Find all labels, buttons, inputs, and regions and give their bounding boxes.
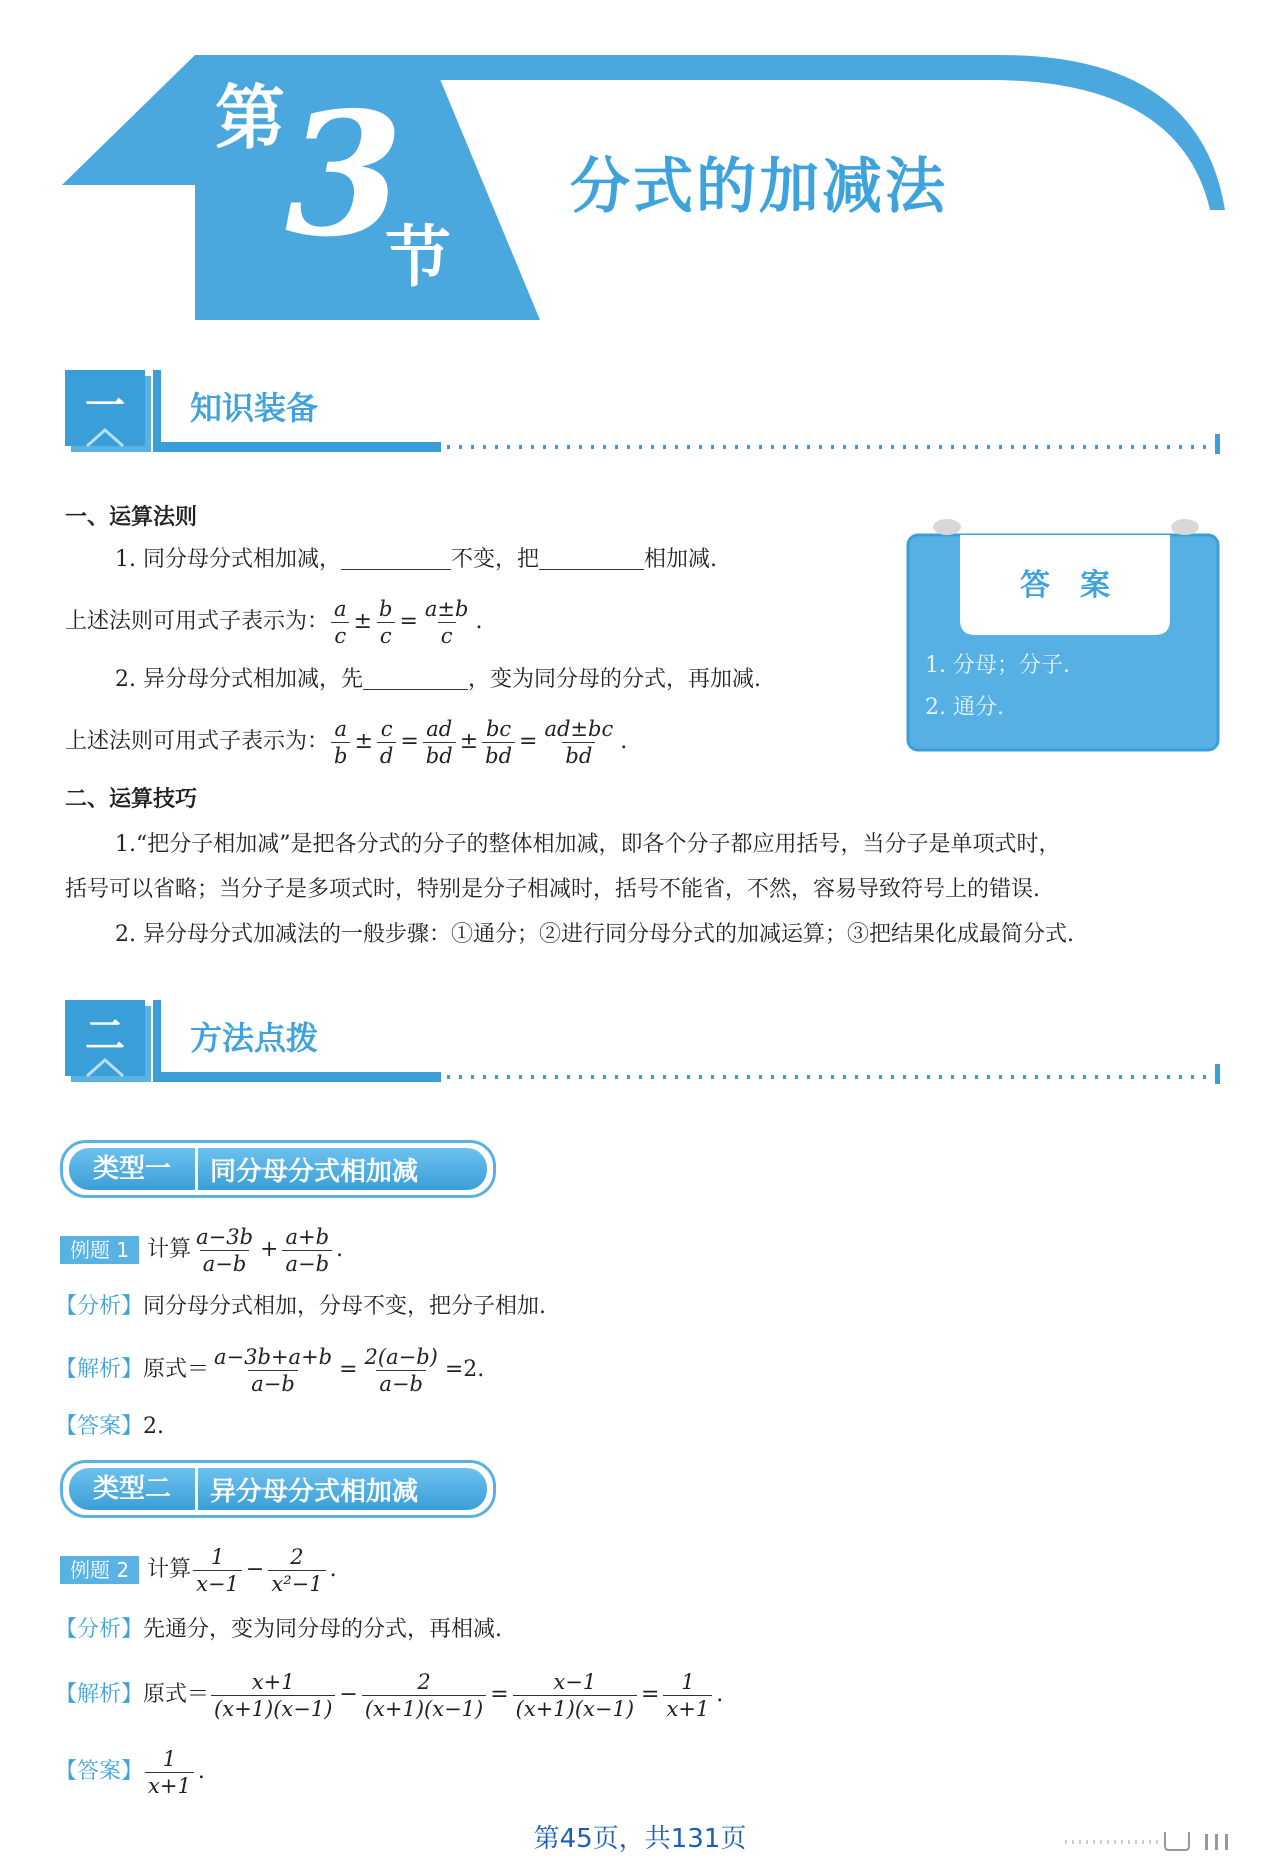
example-2-analysis: [55, 1615, 502, 1645]
fraction: [362, 1669, 486, 1722]
numerator: x−1: [553, 1669, 597, 1694]
section-header-knowledge: [65, 370, 1225, 455]
type-banner-inner: [69, 1148, 487, 1190]
denominator: x+1: [145, 1772, 194, 1799]
fraction: [377, 716, 396, 769]
fraction: [193, 1224, 256, 1277]
rule-2: [115, 665, 761, 695]
numerator: ad: [426, 716, 453, 741]
blank-2: [539, 547, 644, 570]
blank-3: [363, 667, 468, 690]
period: .: [716, 1682, 724, 1707]
numerator: b: [378, 596, 393, 621]
denominator: a−b: [200, 1250, 250, 1277]
scroll-decoration: [1065, 1830, 1235, 1852]
denominator: bd: [482, 742, 515, 769]
fraction: [145, 1746, 194, 1799]
denominator: a−b: [282, 1250, 332, 1277]
rule-1: [115, 545, 717, 575]
type-label: 类型一: [69, 1148, 198, 1190]
tip-1-line-1: 1.“把分子相加减”是把各分式的分子的整体相加减，即各个分子都应用括号，当分子是单项式时，: [115, 832, 1061, 857]
denominator: c: [377, 622, 395, 649]
numerator: a: [334, 596, 347, 621]
numerator: a−3b+a+b: [214, 1344, 333, 1369]
numerator: 2: [417, 1669, 431, 1694]
operator: ±: [459, 729, 479, 754]
numerator: 2(a−b): [364, 1344, 438, 1369]
answer-tag: 【答案】: [55, 1414, 144, 1439]
formula-2-line: [65, 712, 629, 772]
fraction: [423, 716, 456, 769]
period: .: [336, 1237, 344, 1262]
numerator: a±b: [424, 596, 469, 621]
section-title: 知识装备: [190, 389, 319, 427]
fraction: [211, 1344, 335, 1397]
denominator: c: [331, 622, 349, 649]
formula-1-prefix: 上述法则可用式子表示为：: [65, 609, 330, 634]
denominator: c: [438, 622, 456, 649]
rule-1-text-a: 1. 同分母分式相加减，: [115, 547, 341, 572]
answer-tag: 【答案】: [55, 1759, 144, 1784]
solution-tag: 【解析】: [55, 1682, 144, 1707]
denominator: b: [331, 742, 350, 769]
denominator: x²−1: [268, 1570, 325, 1597]
numerator: a: [334, 716, 347, 741]
fraction: [282, 1224, 332, 1277]
numerator: 1: [681, 1669, 695, 1694]
subheading-tips: 二、运算技巧: [65, 787, 198, 812]
numerator: c: [380, 716, 393, 741]
period: .: [329, 1557, 337, 1582]
fraction: [482, 716, 515, 769]
answer-text: 2.: [143, 1414, 165, 1439]
answer-box-title: 答 案: [1020, 568, 1110, 603]
operator: =: [519, 729, 538, 754]
rule-2-text-b: ，变为同分母的分式，再加减.: [467, 667, 761, 692]
operator: ±: [354, 729, 373, 754]
fraction: [211, 1669, 335, 1722]
fraction: [331, 716, 350, 769]
operator: =: [641, 1682, 660, 1707]
example-prompt: 计算: [147, 1557, 192, 1582]
subheading-rules: 一、运算法则: [65, 505, 198, 530]
result: =2.: [444, 1357, 485, 1382]
example-2-solution: [55, 1665, 725, 1725]
answer-line-2: 2. 通分.: [925, 695, 1004, 720]
operator: −: [245, 1557, 265, 1582]
chapter-label-di: 第: [215, 77, 285, 159]
example-1-analysis: [55, 1292, 546, 1322]
operator: −: [339, 1682, 358, 1707]
example-tag: 例题 2: [60, 1556, 139, 1584]
chapter-number: 3: [285, 75, 404, 275]
fraction: [541, 716, 616, 769]
example-2-question: [60, 1540, 339, 1600]
period: .: [475, 609, 483, 634]
numerator: a+b: [285, 1224, 330, 1249]
fraction: [331, 596, 350, 649]
numerator: a−3b: [196, 1224, 254, 1249]
numerator: 1: [162, 1746, 177, 1771]
tip-1-line-2: 括号可以省略；当分子是多项式时，特别是分子相减时，括号不能省，不然，容易导致符号上的错误.: [65, 877, 1040, 902]
denominator: bd: [423, 742, 456, 769]
rule-1-text-b: 不变，把: [450, 547, 539, 572]
period: .: [197, 1759, 205, 1784]
denominator: a−b: [248, 1370, 298, 1397]
solution-tag: 【解析】: [55, 1357, 144, 1382]
fraction: [376, 596, 395, 649]
analysis-text: 先通分，变为同分母的分式，再相减.: [143, 1617, 503, 1642]
fraction: [268, 1544, 325, 1597]
section-number: 一: [85, 383, 125, 429]
numerator: ad±bc: [544, 716, 614, 741]
rule-2-text-a: 2. 异分母分式相加减，先: [115, 667, 363, 692]
denominator: x+1: [663, 1695, 712, 1722]
example-prompt: 计算: [147, 1237, 192, 1262]
denominator: x−1: [193, 1570, 242, 1597]
example-1-question: [60, 1220, 345, 1280]
section-number: 二: [85, 1013, 125, 1059]
denominator: (x+1)(x−1): [513, 1695, 637, 1722]
fraction: [513, 1669, 637, 1722]
answer-line-1: 1. 分母；分子.: [925, 653, 1070, 678]
denominator: (x+1)(x−1): [362, 1695, 486, 1722]
chapter-title: 分式的加减法: [570, 152, 948, 222]
section-header-methods: [65, 1000, 1225, 1085]
chapter-label-jie: 节: [385, 219, 451, 296]
example-1-answer: [55, 1412, 164, 1442]
rule-1-text-c: 相加减.: [644, 547, 717, 572]
answer-box: [905, 515, 1223, 755]
denominator: bd: [562, 742, 595, 769]
example-2-answer: [55, 1742, 207, 1802]
solution-prefix: 原式＝: [143, 1682, 210, 1707]
operator: ±: [353, 609, 372, 634]
analysis-tag: 【分析】: [55, 1294, 144, 1319]
denominator: a−b: [376, 1370, 426, 1397]
formula-1-line: [65, 592, 484, 652]
section-title: 方法点拨: [190, 1019, 319, 1057]
example-tag: 例题 1: [60, 1236, 139, 1264]
operator: =: [339, 1357, 358, 1382]
fraction: [663, 1669, 712, 1722]
type-banner: [60, 1460, 496, 1518]
page-indicator: 第45页，共131页: [533, 1824, 747, 1854]
denominator: (x+1)(x−1): [211, 1695, 335, 1722]
operator: +: [260, 1237, 279, 1262]
period: .: [620, 729, 628, 754]
numerator: 1: [210, 1544, 225, 1569]
fraction: [362, 1344, 441, 1397]
type-title: 同分母分式相加减: [210, 1156, 419, 1187]
formula-2-prefix: 上述法则可用式子表示为：: [65, 729, 330, 754]
denominator: d: [377, 742, 396, 769]
operator: =: [399, 609, 418, 634]
type-label: 类型二: [69, 1468, 198, 1510]
type-title: 异分母分式相加减: [210, 1476, 419, 1507]
blank-1: [341, 547, 451, 570]
analysis-tag: 【分析】: [55, 1617, 144, 1642]
numerator: x+1: [251, 1669, 295, 1694]
type-banner-inner: [69, 1468, 487, 1510]
solution-prefix: 原式＝: [143, 1357, 210, 1382]
type-banner: [60, 1140, 496, 1198]
fraction: [422, 596, 472, 649]
operator: =: [400, 729, 419, 754]
numerator: bc: [485, 716, 512, 741]
numerator: 2: [290, 1544, 304, 1569]
operator: =: [490, 1682, 509, 1707]
tip-2: 2. 异分母分式加减法的一般步骤：①通分；②进行同分母分式的加减运算；③把结果化成最简分式.: [115, 922, 1074, 947]
scroll-thumb-icon: [1065, 1830, 1235, 1852]
fraction: [193, 1544, 242, 1597]
analysis-text: 同分母分式相加，分母不变，把分子相加.: [143, 1294, 547, 1319]
example-1-solution: [55, 1340, 486, 1400]
